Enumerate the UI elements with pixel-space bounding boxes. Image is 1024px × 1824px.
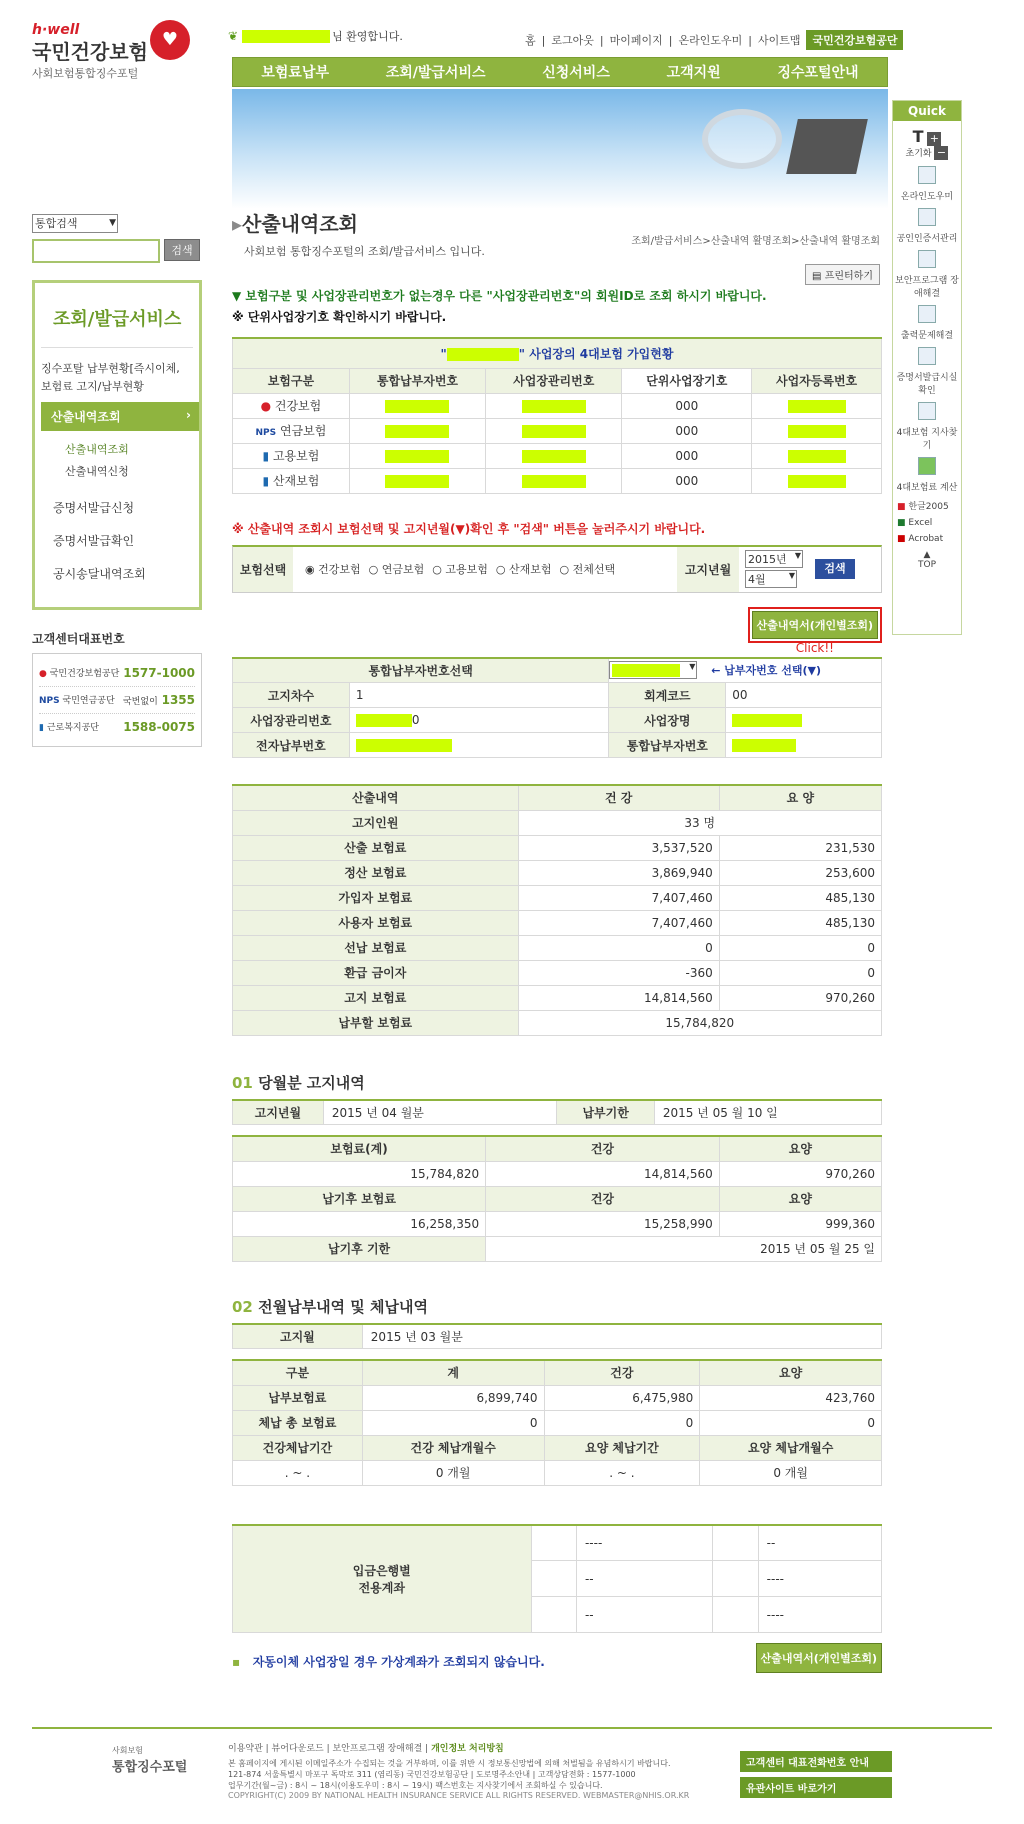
magnifier-image — [702, 109, 782, 169]
user-name-redacted — [242, 30, 330, 43]
reset-label: 초기화 — [905, 149, 932, 159]
terms-link[interactable]: 이용약관 — [228, 1744, 263, 1754]
logo-title: 국민건강보험 — [32, 40, 148, 64]
sidebar-item-portal-pay[interactable]: 징수포탈 납부현황[즉시이체, — [41, 362, 180, 375]
insurance-caption: " " 사업장의 4대보험 가입현황 — [233, 338, 882, 368]
breadcrumb: 조회/발급서비스>산출내역 활명조회>산출내역 활명조회 — [631, 236, 880, 247]
hero-banner — [232, 89, 888, 209]
radio-icon: ○ — [368, 563, 379, 576]
text-enlarge-button[interactable]: + — [927, 132, 941, 146]
quick-acrobat[interactable]: ■ Acrobat — [897, 534, 944, 544]
sitemap-link[interactable]: 사이트맵 — [757, 34, 801, 47]
chevron-down-icon: ▼ — [109, 218, 116, 228]
home-link[interactable]: 홈 — [525, 34, 536, 47]
page-title: ▸산출내역조회 — [232, 212, 358, 236]
quick-online-helper[interactable]: 온라인도우미 — [893, 166, 961, 202]
notice-2: ※ 단위사업장기호 확인하시기 바랍니다. — [232, 310, 447, 324]
top-arrow-icon: ▲ — [923, 550, 931, 560]
related-sites-select[interactable]: 유관사이트 바로가기 — [740, 1777, 892, 1798]
comwel-icon: ▮ — [39, 723, 44, 733]
sidebar-item-calc-active[interactable]: 산출내역조회 › — [41, 402, 199, 431]
nhis-icon: ● — [39, 669, 47, 679]
print-button[interactable]: ▤ 프린터하기 — [805, 264, 880, 285]
gnb-inquiry[interactable]: 조회/발급서비스 — [385, 65, 486, 81]
chevron-down-icon: ▼ — [794, 551, 801, 560]
year-select[interactable]: 2015년 ▼ — [745, 550, 803, 568]
welcome-text: 님 환영합니다. — [332, 30, 403, 43]
payer-info-table: 통합납부자번호선택 ▼ ← 납부자번호 선택(▼) 고지차수 1 회계코드 00 사업장관리번호 0 사업장명 전자납부번호 통합납부자번호 — [232, 657, 882, 759]
section1-title: 01 당월분 고지내역 — [232, 1073, 365, 1092]
logo[interactable] — [32, 22, 202, 81]
footer-logo[interactable]: 사회보험 통합징수포털 — [112, 1746, 188, 1775]
radio-employment[interactable]: ○ 고용보험 — [432, 563, 488, 576]
auto-transfer-notice: ▪ 자동이체 사업장일 경우 가상계좌가 조회되지 않습니다. — [232, 1655, 545, 1669]
sidebar-search — [32, 214, 202, 263]
welcome-bar — [228, 28, 403, 44]
sidebar-item-notice-pay[interactable]: 보험료 고지/납부현황 — [41, 380, 144, 393]
hwp-icon: ■ — [897, 502, 906, 512]
gnb-payment[interactable]: 보험료납부 — [261, 65, 329, 81]
quick-excel[interactable]: ■ Excel — [897, 518, 933, 528]
nhis-brand-link[interactable]: 국민건강보험공단 — [806, 30, 903, 50]
current-month-amounts: 보험료(계) 건강 요양 15,784,820 14,814,560 970,260 납기후 보험료 건강 요양 16,258,350 15,258,990 999,360 납기후 기한 2015 년 05 월 25 일 — [232, 1135, 882, 1262]
sidebar-title: 조회/발급서비스 — [41, 283, 193, 348]
laptop-image — [786, 119, 868, 174]
callcenter-comwel: ▮ 근로복지공단 1588-0075 — [39, 720, 195, 734]
online-helper-link[interactable]: 온라인도우미 — [678, 34, 743, 47]
radio-icon: ○ — [432, 563, 442, 576]
text-size-icon: T — [912, 127, 924, 146]
bank-account-table: 입금은행별 전용계좌 ---- -- -- ---- -- ---- — [232, 1524, 882, 1634]
sidebar-item-public-notice[interactable]: 공시송달내역조회 — [53, 567, 146, 581]
calculator-icon — [918, 457, 936, 475]
radio-all[interactable]: ○ 전체선택 — [559, 563, 616, 576]
footer: 사회보험 통합징수포털 이용약관 | 뷰어다운로드 | 보안프로그램 장애해결 | 개인정보 처리방침 본 홈페이지에 게시된 이메일주소가 수집되는 것을 거부하며, 이를 위반 시 정보통신망법에 의해 처벌됨을 유념하시기 바랍니다. 121-874 서울특별시 마포구 독막로 311 (염리동) 국민건강보험공단 | 도로명주소안내 | 고객상담전화 : 1577-1000 업무기간(월~금) : 8시 ~ 18시(이용도우미 : 8시 ~ 19시) 팩스번호는 지사찾기에서 조회하실 수 있습니다. COPYRIGHT(C) 2009 BY NATIONAL HEALTH INSURANCE SERVICE ALL RIGHTS RESERVED. WEBMASTER@NHIS.OR.KR 고객센터 대표전화번호 안내 유관사이트 바로가기 — [32, 1727, 992, 1729]
table-row: ▮ 산재보험 000 — [233, 468, 882, 493]
search-icon — [918, 402, 936, 420]
logout-link[interactable]: 로그아웃 — [551, 34, 594, 47]
radio-health[interactable]: ◉ 건강보험 — [305, 563, 361, 576]
click-label: Click!! — [795, 640, 834, 655]
section2-title: 02 전월납부내역 및 체납내역 — [232, 1297, 428, 1316]
quick-menu — [892, 100, 962, 635]
table-row: ▮ 고용보험 000 — [233, 443, 882, 468]
insurance-status-table: " " 사업장의 4대보험 가입현황 보험구분 통합납부자번호 사업장관리번호 단위사업장기호 사업자등록번호 ● 건강보험 000 NPS 연금보험 000 ▮ 고용보험 000 ▮ 산재보험 000 — [232, 337, 882, 494]
month-select[interactable]: 4월 ▼ — [745, 570, 797, 588]
search-button[interactable]: 검색 — [164, 239, 200, 261]
quick-calc[interactable]: 4대보험료 계산 — [893, 457, 961, 493]
logo-tag: h·well — [32, 22, 80, 38]
sidebar-sub-calc-inquiry[interactable]: 산출내역조회 — [65, 443, 129, 456]
previous-month-table: 구분 계 건강 요양 납부보험료 6,899,740 6,475,980 423,760 체납 총 보험료 0 0 0 건강체납기간 건강 체납개월수 요양 체납기간 요양 체납개월수 . ~ . 0 개월 . ~ . 0 개월 — [232, 1359, 882, 1486]
comwel-icon: ▮ — [262, 449, 270, 463]
page-desc: 사회보험 통합징수포털의 조회/발급서비스 입니다. — [244, 245, 485, 258]
previous-month-header: 고지월 2015 년 03 월분 — [232, 1323, 882, 1350]
main-nav — [232, 57, 888, 87]
chevron-down-icon: ▼ — [689, 662, 696, 672]
comwel-icon: ▮ — [262, 474, 270, 488]
helper-icon — [918, 166, 936, 184]
quick-cert[interactable]: 공인인증서관리 — [893, 208, 961, 244]
top-nav: 홈 | 로그아웃 | 마이페이지 | 온라인도우미 | 사이트맵 국민건강보험공단 — [525, 30, 903, 50]
search-scope-select[interactable]: 통합검색 ▼ — [32, 214, 118, 233]
insurance-select-row: 보험선택 ◉ 건강보험 ○ 연금보험 ○ 고용보험 ○ 산재보험 ○ 전체선택 고지년월 2015년 ▼ 4월 ▼ 검색 — [232, 545, 882, 593]
quick-branch[interactable]: 4대보험 지사찾기 — [893, 402, 961, 451]
quick-title: Quick — [893, 101, 961, 121]
payer-number-select[interactable] — [609, 661, 697, 679]
search-input[interactable] — [32, 239, 160, 263]
quick-hwp[interactable]: ■ 한글2005 — [897, 502, 949, 512]
text-shrink-button[interactable]: − — [934, 146, 948, 160]
search-warning: ※ 산출내역 조회시 보험선택 및 고지년월(▼)확인 후 "검색" 버튼을 눌러주시기 바랍니다. — [232, 521, 706, 536]
main-content — [232, 208, 882, 1685]
gnb-support[interactable]: 고객지원 — [666, 65, 721, 81]
current-month-table: 고지년월 2015 년 04 월분 납부기한 2015 년 05 월 10 일 — [232, 1099, 882, 1126]
nps-icon: NPS — [39, 696, 60, 706]
acrobat-icon: ■ — [897, 534, 906, 544]
disk-icon — [918, 250, 936, 268]
document-icon — [918, 347, 936, 365]
mypage-link[interactable]: 마이페이지 — [609, 34, 663, 47]
nps-icon: NPS — [255, 428, 277, 438]
radio-icon: ○ — [495, 563, 506, 576]
detail-statement-button-bottom[interactable]: 산출내역서(개인별조회) — [756, 1643, 882, 1673]
callcenter-nhis: ● 국민건강보험공단 1577-1000 — [39, 660, 195, 687]
quick-security[interactable]: 보안프로그램 장애해결 — [893, 250, 961, 299]
quick-cert-check[interactable]: 증명서발급시실 확인 — [893, 347, 961, 396]
sprout-icon: ❦ — [228, 29, 239, 43]
quick-print[interactable]: 출력문제해결 — [893, 305, 961, 341]
callcenter-nps: NPS 국민연금공단 국번없이 1355 — [39, 687, 195, 714]
sidebar-item-cert-check[interactable]: 증명서발급확인 — [53, 534, 135, 548]
radio-industrial[interactable]: ○ 산재보험 — [495, 563, 552, 576]
radio-checked-icon: ◉ — [305, 563, 315, 576]
logo-subtitle: 사회보험통합징수포털 — [32, 67, 139, 80]
gnb-about[interactable]: 징수포털안내 — [777, 65, 859, 81]
radio-pension[interactable]: ○ 연금보험 — [368, 563, 425, 576]
heart-icon: ♥ — [150, 20, 190, 60]
sidebar-item-cert-request[interactable]: 증명서발급신청 — [53, 501, 135, 515]
callcenter-guide-select[interactable]: 고객센터 대표전화번호 안내 — [740, 1751, 892, 1772]
privacy-link[interactable]: 개인정보 처리방침 — [431, 1744, 504, 1754]
nhis-icon: ● — [260, 399, 272, 413]
table-row: ● 건강보험 000 — [233, 393, 882, 418]
callcenter-box — [32, 630, 202, 747]
table-row: NPS 연금보험 000 — [233, 418, 882, 443]
calculation-table: 산출내역 건 강 요 양 고지인원 33 명 산출 보험료 3,537,520 231,530 정산 보험료 3,869,940 253,600 가입자 보험료 7,407,460 485,130 사용자 보험료 7,407,460 485,130 선납 보험료 0 0 환급 금이자 -360 0 고지 보험료 14,814,560 970,260 납부할 보험료 15,784,820 — [232, 784, 882, 1036]
lock-icon — [918, 208, 936, 226]
printer-icon: ▤ — [812, 271, 822, 282]
chevron-right-icon: › — [186, 408, 191, 422]
chevron-down-icon: ▼ — [788, 571, 795, 580]
notice-1: ▼ 보험구분 및 사업장관리번호가 없는경우 다른 "사업장관리번호"의 회원ID로 조회 하시기 바랍니다. — [232, 289, 767, 303]
callcenter-title: 고객센터대표번호 — [32, 632, 125, 646]
radio-icon: ○ — [559, 563, 570, 576]
printer-icon — [918, 305, 936, 323]
inquiry-search-button[interactable]: 검색 — [815, 559, 855, 579]
security-link[interactable]: 보안프로그램 장애해결 — [332, 1744, 423, 1754]
excel-icon: ■ — [897, 518, 906, 528]
viewer-link[interactable]: 뷰어다운로드 — [271, 1744, 324, 1754]
gnb-application[interactable]: 신청서비스 — [542, 65, 610, 81]
sidebar-nav — [32, 280, 202, 610]
quick-top[interactable]: ▲ TOP — [917, 550, 936, 570]
detail-statement-button[interactable]: 산출내역서(개인별조회) — [748, 607, 882, 643]
sidebar-sub-calc-request[interactable]: 산출내역신청 — [65, 465, 129, 478]
